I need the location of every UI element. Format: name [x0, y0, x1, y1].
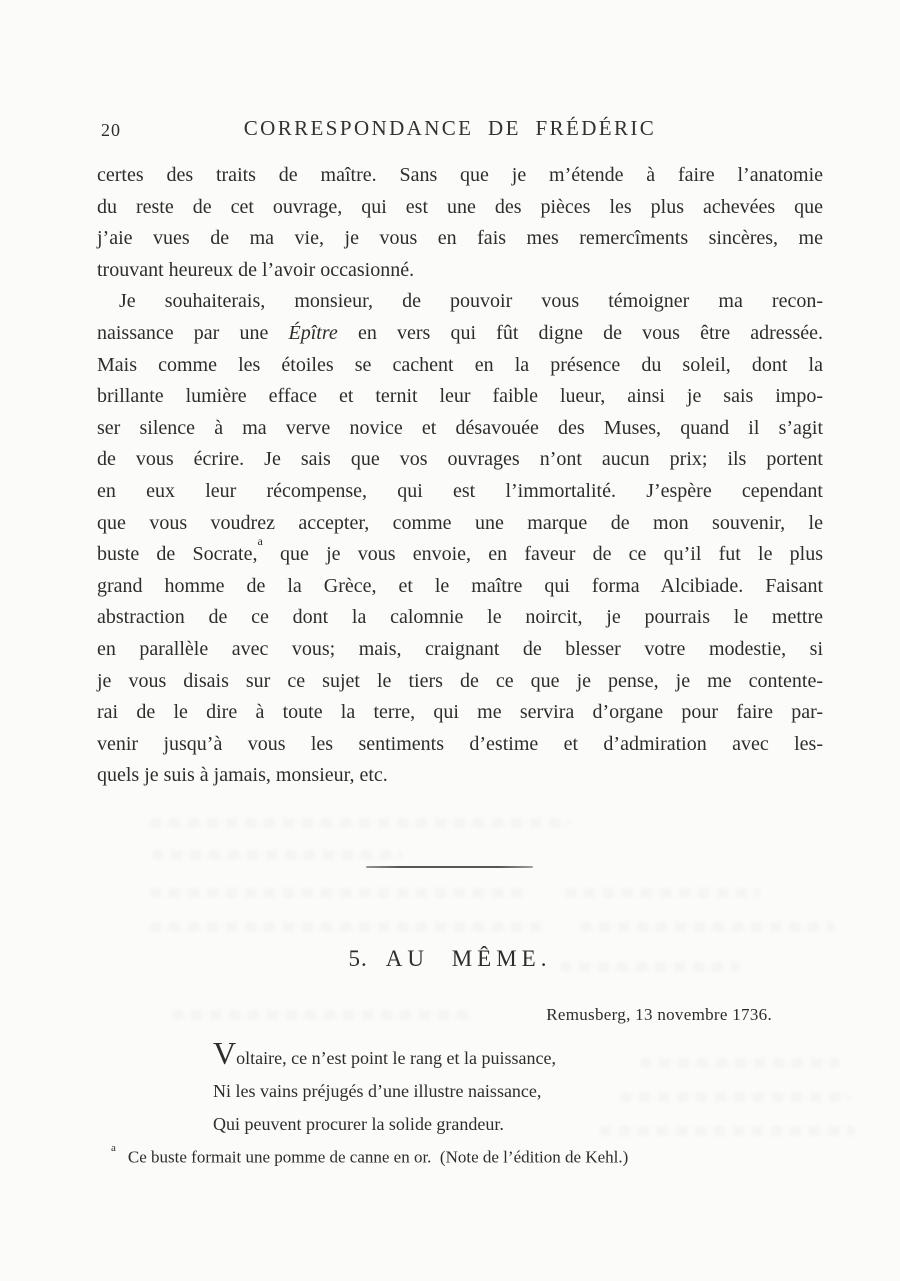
section-heading — [0, 946, 900, 972]
footnote-marker: a — [111, 1142, 116, 1154]
text-line: abstraction de ce dont la calomnie le noircit, je pourrais le mettre — [97, 606, 823, 629]
letter-body — [97, 160, 823, 792]
text-line — [97, 534, 823, 571]
text-line: j’aie vues de ma vie, je vous en fais mes remercîments sincères, me — [97, 227, 823, 250]
text-line: de vous écrire. Je sais que vos ouvrages n’ont aucun prix; ils portent — [97, 448, 823, 471]
text-line: je vous disais sur ce sujet le tiers de ce que je pense, je me contente- — [97, 669, 823, 692]
text-line: en parallèle avec vous; mais, craignant de blesser votre modestie, si — [97, 637, 823, 660]
bleedthrough-artifact — [150, 922, 545, 932]
bleedthrough-artifact — [152, 850, 402, 860]
letter-title: AU MÊME. — [385, 946, 552, 971]
verse-line — [213, 1035, 556, 1075]
bleedthrough-artifact — [580, 922, 835, 932]
bleedthrough-artifact — [150, 888, 530, 898]
letter-number: 5. — [348, 946, 368, 971]
dateline: Remusberg, 13 novembre 1736. — [546, 1005, 772, 1024]
italic-word: Épître — [288, 321, 338, 344]
bleedthrough-artifact — [172, 1010, 472, 1020]
footnote — [97, 1142, 823, 1169]
text-segment: oltaire, ce n’est point le rang et la puissance, — [236, 1048, 556, 1068]
text-line — [97, 318, 823, 350]
verse-block — [213, 1035, 556, 1141]
text-segment: en vers qui fût digne de vous être adressée. — [337, 321, 823, 344]
text-segment: buste de Socrate, — [97, 543, 258, 566]
text-line: que vous voudrez accepter, comme une marque de mon souvenir, le — [97, 511, 823, 534]
section-divider-rule — [366, 866, 533, 868]
text-line: quels je suis à jamais, monsieur, etc. — [97, 764, 388, 787]
bleedthrough-artifact — [600, 1126, 855, 1136]
bleedthrough-artifact — [620, 1092, 850, 1102]
verse-line: Ni les vains préjugés d’une illustre naissance, — [213, 1081, 542, 1101]
page-number: 20 — [101, 120, 121, 140]
bleedthrough-artifact — [565, 888, 760, 898]
text-line: Mais comme les étoiles se cachent en la présence du soleil, dont la — [97, 353, 823, 376]
running-title: CORRESPONDANCE DE FRÉDÉRIC — [243, 116, 657, 140]
bleedthrough-artifact — [640, 1058, 840, 1068]
text-line: du reste de cet ouvrage, qui est une des pièces les plus achevées que — [97, 195, 823, 218]
text-line: certes des traits de maître. Sans que je m’étende à faire l’anatomie — [97, 164, 823, 186]
footnote-text: Ce buste formait une pomme de canne en or. (Note de l’édition de Kehl.) — [127, 1147, 629, 1167]
text-line: trouvant heureux de l’avoir occasionné. — [97, 258, 415, 281]
drop-initial: V — [213, 1035, 237, 1071]
text-line: brillante lumière efface et ternit leur faible lueur, ainsi je sais impo- — [97, 385, 823, 408]
text-line: ser silence à ma verve novice et désavouée des Muses, quand il s’agit — [97, 416, 823, 439]
text-line: Je souhaiterais, monsieur, de pouvoir vous témoigner ma recon- — [119, 290, 823, 313]
text-segment: naissance par une — [97, 321, 289, 344]
text-line: grand homme de la Grèce, et le maître qui forma Alcibiade. Faisant — [97, 574, 823, 597]
text-segment: que je vous envoie, en faveur de ce qu’il fut le plus — [262, 543, 823, 566]
text-line: rai de le dire à toute la terre, qui me servira d’organe pour faire par- — [97, 701, 823, 724]
text-line: venir jusqu’à vous les sentiments d’estime et d’admiration avec les- — [97, 732, 823, 755]
footnote-reference: a — [257, 534, 263, 549]
text-line: en eux leur récompense, qui est l’immortalité. J’espère cependant — [97, 479, 823, 502]
verse-line: Qui peuvent procurer la solide grandeur. — [213, 1114, 504, 1134]
bleedthrough-artifact — [150, 818, 570, 828]
